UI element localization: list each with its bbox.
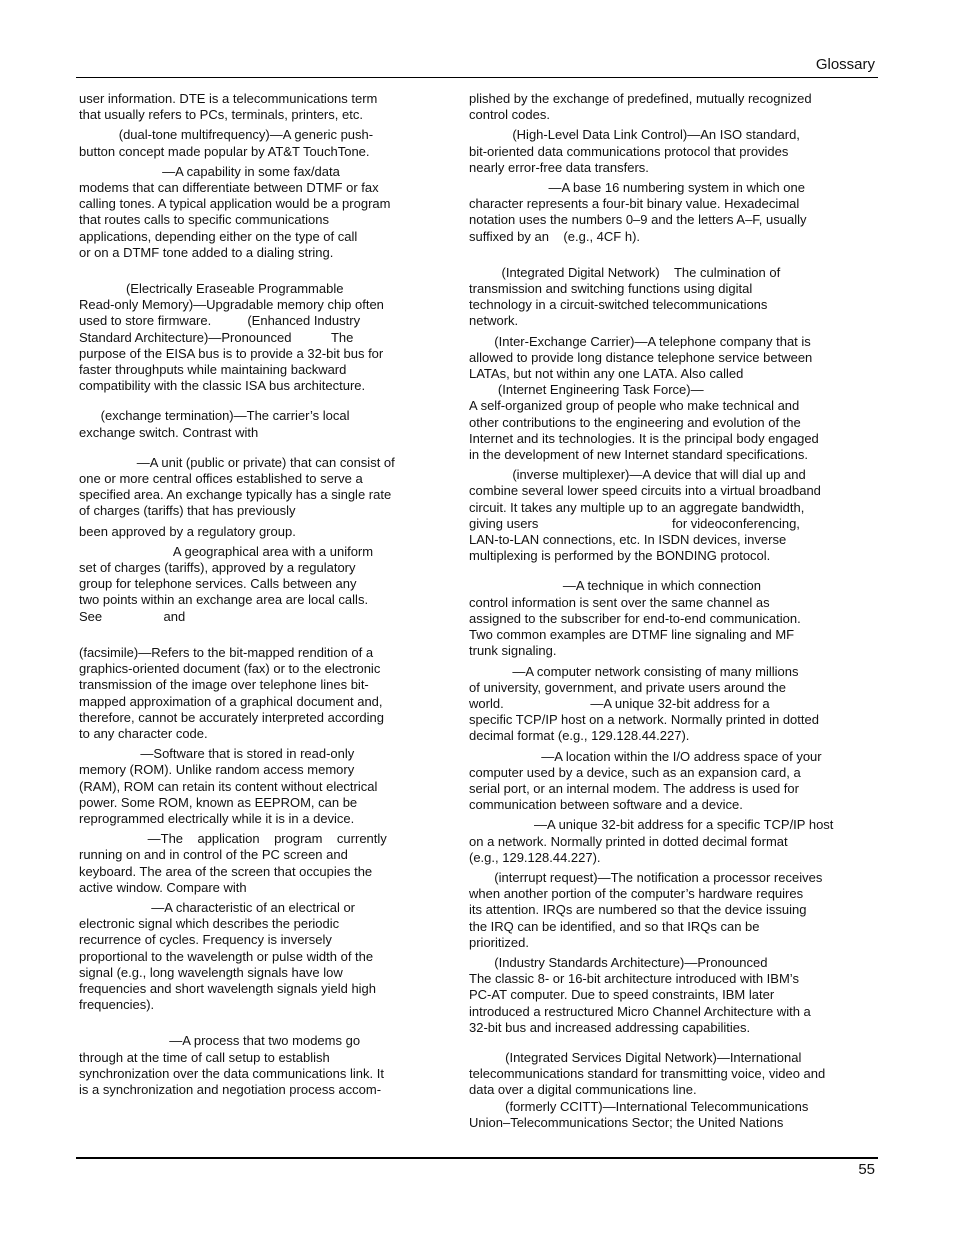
glossary-entry-et: (exchange termination)—The carrier’s local exchange switch. Contrast with (79, 408, 350, 440)
glossary-entry-eeprom-eisa: (Electrically Eraseable Programmable Read-only Memory)—Upgradable memory chip often used to store firmware. (Enhanced Industry Standard Architecture)—Pronounced The purpose of the EISA bus is to provide a 32-bit bus for faster throughputs while maintaining backward compatibility with the classic ISA bus architecture. (79, 281, 384, 394)
glossary-entry-hexadecimal: —A base 16 numbering system in which one character represents a four-bit binary value. Hexadecimal notation uses the numbers 0–9 and the letters A–F, usually suffixed by an (e.g., 4CF h). (469, 180, 807, 244)
running-header-title: Glossary (815, 56, 875, 73)
glossary-entry-in-band-signaling: —A technique in which connection control information is sent over the same channel as assigned to the subscriber for end-to-end communication. Two common examples are DTMF line signaling and MF trunk signaling. (469, 578, 801, 659)
glossary-entry-irq: (interrupt request)—The notification a processor receives when another portion of the computer’s hardware requires its attention. IRQs are numbered so that the device issuing the IRQ can be identified, and so that IRQs can be prioritized. (469, 869, 823, 950)
glossary-entry-foreground-application: —The application program currently running on and in control of the PC screen and keyboard. The area of the screen that occupies the active window. Compare with (79, 831, 387, 895)
glossary-entry-imux: (inverse multiplexer)—A device that will dial up and combine several lower speed circuits into a virtual broadband circuit. It takes any multiple up to an aggregate bandwidth, giving users for videoconferencing, LAN-to-LAN connections, etc. In ISDN devices, inverse multiplexing is performed by the BONDING protocol. (469, 467, 821, 564)
glossary-entry-handshaking: —A process that two modems go through at the time of call setup to establish synchronization over the data communications link. It is a synchronization and negotiation process accom- (79, 1033, 384, 1097)
footer-rule (76, 1157, 878, 1159)
glossary-entry-exchange-area: A geographical area with a uniform set of charges (tariffs), approved by a regulatory group for telephone services. Calls between any two points within an exchange area are local calls. See and (79, 543, 374, 624)
glossary-entry-io-address: —A location within the I/O address space of your computer used by a device, such as an expansion card, a serial port, or an internal modem. The address is used for communication between software and a device. (469, 748, 822, 813)
header-rule (76, 77, 878, 78)
glossary-entry-dtmf-detection: —A capability in some fax/data modems that can differentiate between DTMF or fax calling tones. A typical application would be a program that routes calls to specific communications applications, depending either on the type of call or on a DTMF tone added to a dialing string. (79, 163, 391, 260)
glossary-entry-frequency: —A characteristic of an electrical or electronic signal which describes the periodic recurrence of cycles. Frequency is inversely proportional to the wavelength or pulse width of the signal (e.g., long wavelength signals have low frequencies and short wavelength signals yield high frequencies). (79, 899, 377, 1013)
glossary-entry-idn: (Integrated Digital Network) The culmination of transmission and switching functions using digital technology in a circuit-switched telecommunications network. (469, 264, 781, 329)
glossary-entry-iec-ietf: (Inter-Exchange Carrier)—A telephone company that is allowed to provide long distance telephone service between LATAs, but not within any one LATA. Also called (Internet Engineering Task Force)— A self-organized group of people who make technical and other contributions to the engineering and evolution of the Internet and its technologies. It is the principal body engaged in the development of new Internet standard specifications. (469, 333, 819, 463)
glossary-entry-handshaking-continued: plished by the exchange of predefined, mutually recognized control codes. (469, 91, 812, 123)
glossary-entry-dtmf: (dual-tone multifrequency)—A generic push- button concept made popular by AT&T TouchTone. (79, 127, 374, 159)
glossary-entry-internet-ip-address: —A computer network consisting of many millions of university, government, and private users around the world. —A unique 32-bit address for a specific TCP/IP host on a network. Normally printed in dotted decimal format (e.g., 129.128.44.227). (469, 663, 819, 744)
glossary-entry-hdlc: (High-Level Data Link Control)—An ISO standard, bit-oriented data communications protocol that provides nearly error-free data transfers. (469, 127, 800, 175)
glossary-entry-exchange-continued: been approved by a regulatory group. (79, 523, 296, 539)
glossary-entry-dte-continued: user information. DTE is a telecommunications term that usually refers to PCs, terminals, printers, etc. (79, 91, 378, 123)
glossary-entry-firmware: —Software that is stored in read-only memory (ROM). Unlike random access memory (RAM), ROM can retain its content without electrical power. Some ROM, known as EEPROM, can be reprogrammed electrically while it is in a device. (79, 746, 378, 826)
right-column (469, 91, 849, 1135)
glossary-entry-ip-address: —A unique 32-bit address for a specific TCP/IP host on a network. Normally printed in dotted decimal format (e.g., 129.128.44.227). (469, 817, 834, 865)
page-number: 55 (858, 1161, 875, 1178)
glossary-entry-isdn-itu-t: (Integrated Services Digital Network)—International telecommunications standard for transmitting voice, video and data over a digital communications line. (formerly CCITT)—International Telecommunications Union–Telecommunications Sector; the United Nations (469, 1049, 826, 1130)
glossary-entry-fax: (facsimile)—Refers to the bit-mapped rendition of a graphics-oriented document (fax) or to the electronic transmission of the image over telephone lines bit- mapped approximation of a graphical document and, therefore, cannot be accurately interpreted according to any character code. (79, 644, 384, 741)
glossary-entry-exchange: —A unit (public or private) that can consist of one or more central offices established to serve a specified area. An exchange typically has a single rate of charges (tariffs) that has previously (79, 454, 395, 519)
left-column (79, 91, 415, 1102)
glossary-entry-isa: (Industry Standards Architecture)—Pronounced The classic 8- or 16-bit architecture introduced with IBM’s PC-AT computer. Due to speed constraints, IBM later introduced a restructured Micro Channel Architecture with a 32-bit bus and increased addressing capabilities. (469, 954, 811, 1035)
